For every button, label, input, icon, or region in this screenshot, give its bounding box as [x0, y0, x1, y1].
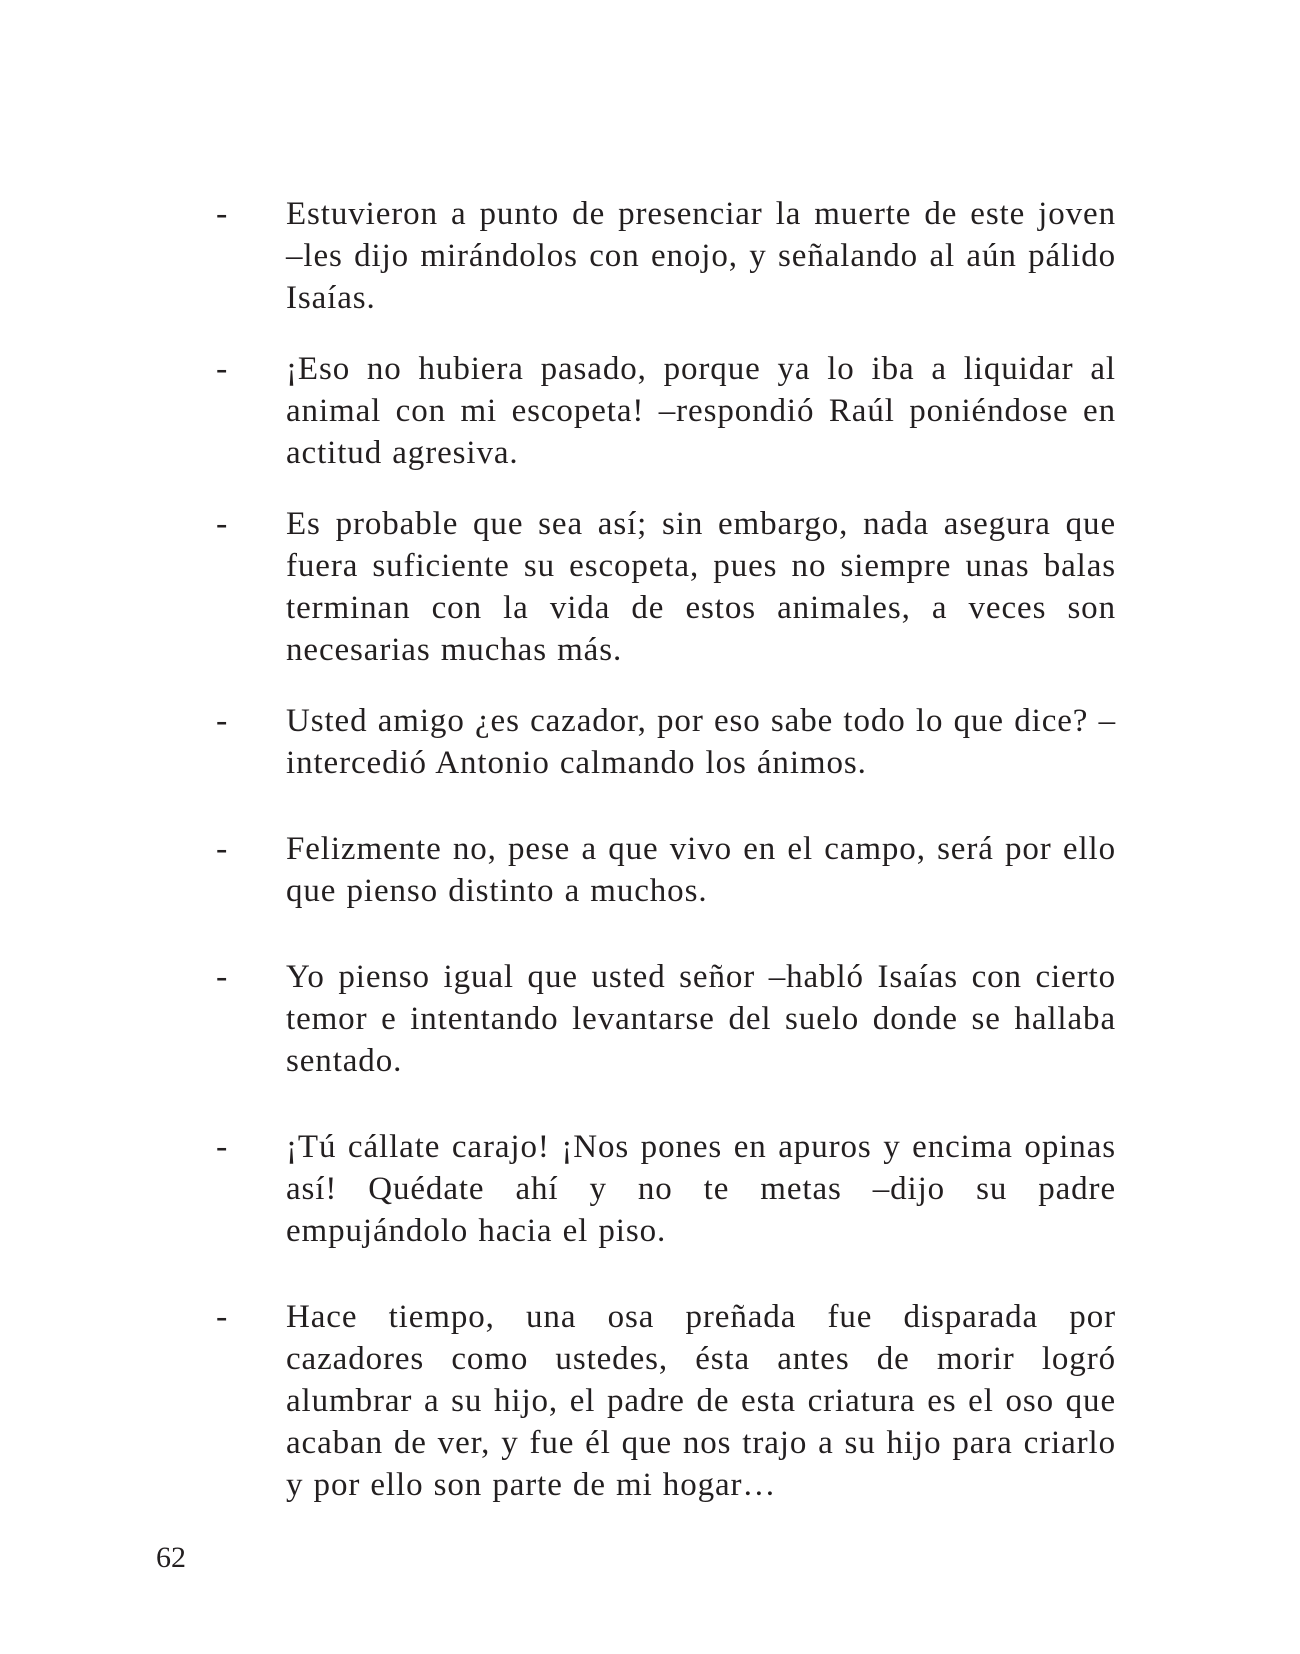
dialogue-entry-1: [216, 193, 1116, 319]
dialogue-block: [216, 193, 1116, 1535]
dialogue-text: ¡Eso no hubiera pasado, porque ya lo iba a liquidar al animal con mi escopeta! –respondió Raúl poniéndose en actitud agresiva.: [286, 351, 1116, 471]
dialogue-dash: -: [216, 1298, 228, 1335]
dialogue-text: Es probable que sea así; sin embargo, nada asegura que fuera suficiente su escopeta, pues no siempre unas balas terminan con la vida de estos animales, a veces son necesarias muchas más.: [286, 506, 1116, 668]
dialogue-dash: -: [216, 350, 228, 387]
dialogue-dash: -: [216, 1128, 228, 1165]
page-number: 62: [156, 1541, 186, 1574]
dialogue-entry-5: [216, 828, 1116, 912]
dialogue-entry-8: [216, 1296, 1116, 1506]
dialogue-entry-2: [216, 348, 1116, 474]
dialogue-text: ¡Tú cállate carajo! ¡Nos pones en apuros y encima opinas así! Quédate ahí y no te metas –dijo su padre empujándolo hacia el piso.: [286, 1129, 1116, 1249]
dialogue-entry-4: [216, 700, 1116, 784]
dialogue-text: Felizmente no, pese a que vivo en el campo, será por ello que pienso distinto a muchos.: [286, 831, 1116, 909]
dialogue-dash: -: [216, 195, 228, 232]
dialogue-text: Estuvieron a punto de presenciar la muerte de este joven –les dijo mirándolos con enojo, y señalando al aún pálido Isaías.: [286, 196, 1116, 316]
dialogue-dash: -: [216, 505, 228, 542]
dialogue-text: Usted amigo ¿es cazador, por eso sabe todo lo que dice? –intercedió Antonio calmando los ánimos.: [286, 703, 1116, 781]
dialogue-entry-3: [216, 503, 1116, 671]
dialogue-dash: -: [216, 958, 228, 995]
dialogue-dash: -: [216, 702, 228, 739]
dialogue-entry-6: [216, 956, 1116, 1082]
dialogue-text: Yo pienso igual que usted señor –habló Isaías con cierto temor e intentando levantarse del suelo donde se hallaba sentado.: [286, 959, 1116, 1079]
dialogue-dash: -: [216, 830, 228, 867]
dialogue-entry-7: [216, 1126, 1116, 1252]
dialogue-text: Hace tiempo, una osa preñada fue disparada por cazadores como ustedes, ésta antes de morir logró alumbrar a su hijo, el padre de esta criatura es el oso que acaban de ver, y fue él que nos trajo a su hijo para criarlo y por ello son parte de mi hogar…: [286, 1299, 1116, 1503]
